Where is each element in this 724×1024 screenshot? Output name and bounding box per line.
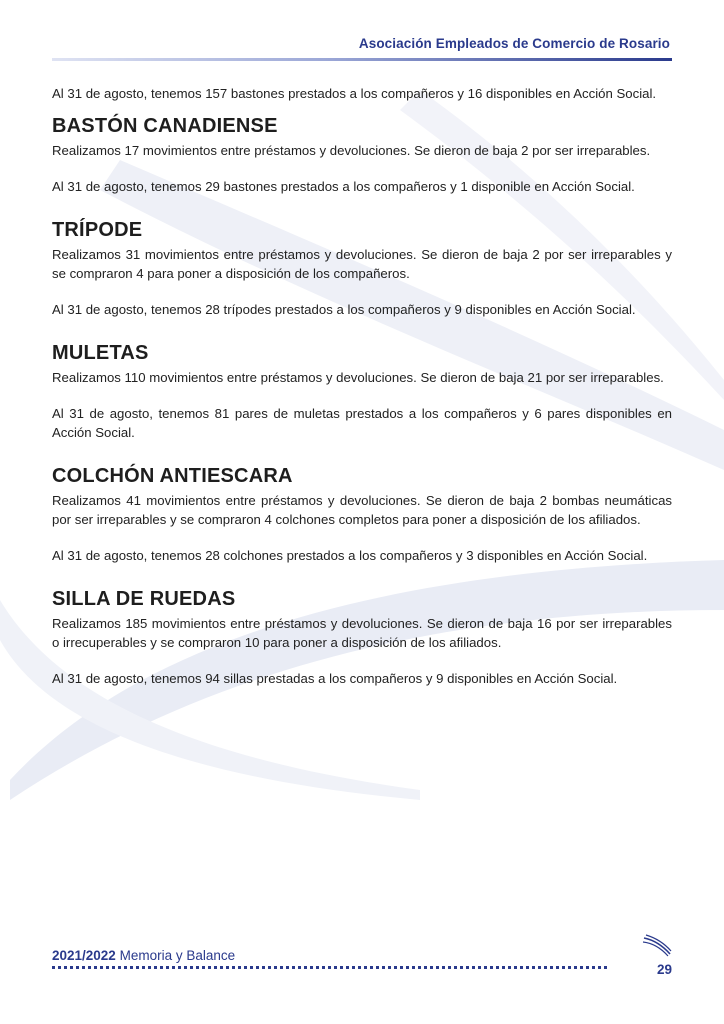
section-title: MULETAS	[52, 342, 149, 364]
header-rule	[52, 58, 672, 61]
wing-icon	[642, 934, 672, 958]
page-footer	[52, 948, 235, 963]
section-paragraph: Al 31 de agosto, tenemos 28 colchones prestados a los compañeros y 3 disponibles en Acción Social.	[52, 548, 648, 563]
footer-label: Memoria y Balance	[119, 948, 236, 963]
section-baston-canadiense	[52, 114, 672, 196]
section-title: COLCHÓN ANTIESCARA	[52, 465, 293, 487]
section-paragraph: Al 31 de agosto, tenemos 94 sillas prestadas a los compañeros y 9 disponibles en Acción Social.	[52, 671, 618, 686]
section-paragraph: Realizamos 17 movimientos entre préstamos y devoluciones. Se dieron de baja 2 por ser irreparables.	[52, 143, 651, 158]
section-title: SILLA DE RUEDAS	[52, 588, 236, 610]
section-paragraph: Realizamos 110 movimientos entre préstamos y devoluciones. Se dieron de baja 21 por ser irreparables.	[52, 370, 664, 385]
footer-year: 2021/2022	[52, 948, 116, 963]
document-body	[52, 84, 672, 710]
section-paragraph: Al 31 de agosto, tenemos 81 pares de muletas prestados a los compañeros y 6 pares disponibles en Acción Social.	[52, 406, 672, 440]
section-paragraph: Al 31 de agosto, tenemos 29 bastones prestados a los compañeros y 1 disponible en Acción Social.	[52, 179, 635, 194]
page-number: 29	[656, 962, 672, 977]
section-colchon-antiescara	[52, 464, 672, 565]
section-paragraph: Realizamos 31 movimientos entre préstamos y devoluciones. Se dieron de baja 2 por ser irreparables y se compraron 4 para poner a disposición de los compañeros.	[52, 247, 672, 281]
page-header-title: Asociación Empleados de Comercio de Rosario	[358, 36, 670, 51]
section-paragraph: Al 31 de agosto, tenemos 28 trípodes prestados a los compañeros y 9 disponibles en Acción Social.	[52, 302, 636, 317]
section-paragraph: Realizamos 41 movimientos entre préstamos y devoluciones. Se dieron de baja 2 bombas neumáticas por ser irreparables y se compraron 4 colchones completos para poner a disposición de los afiliados.	[52, 493, 672, 527]
section-title: TRÍPODE	[52, 219, 143, 241]
section-title: BASTÓN CANADIENSE	[52, 115, 278, 137]
section-silla-de-ruedas	[52, 587, 672, 688]
section-muletas	[52, 341, 672, 442]
footer-dotted-rule	[52, 966, 607, 969]
intro-paragraph: Al 31 de agosto, tenemos 157 bastones prestados a los compañeros y 16 disponibles en Acción Social.	[52, 86, 657, 101]
section-tripode	[52, 218, 672, 319]
section-paragraph: Realizamos 185 movimientos entre préstamos y devoluciones. Se dieron de baja 16 por ser irreparables o irrecuperables y se compraron 10 para poner a disposición de los afiliados.	[52, 616, 672, 650]
